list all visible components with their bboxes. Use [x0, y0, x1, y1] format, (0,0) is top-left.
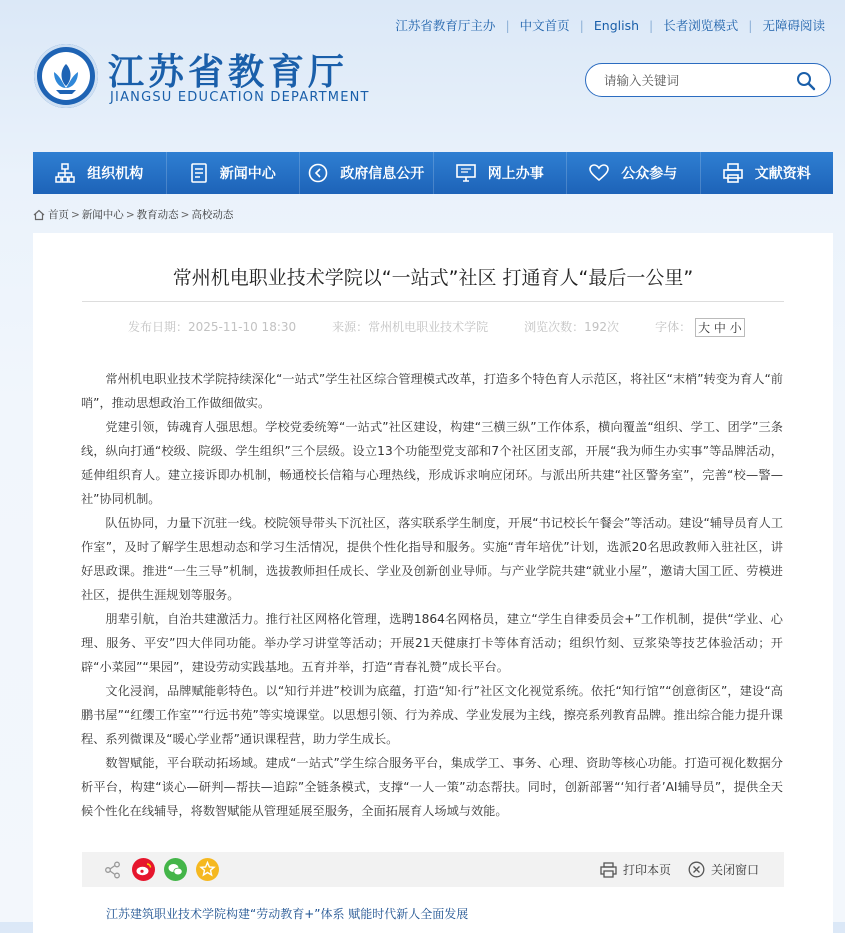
divider: | [748, 17, 753, 33]
breadcrumb: 首页 > 新闻中心 > 教育动态 > 高校动态 [33, 207, 233, 222]
divider: | [649, 17, 654, 33]
nav-item-public-participation[interactable] [567, 152, 701, 194]
font-size-label: 字体： [655, 320, 692, 334]
view-count: 浏览次数：192次 [524, 320, 620, 334]
article-meta [128, 318, 745, 337]
search-icon[interactable] [796, 71, 816, 95]
article-body [81, 367, 783, 823]
nav-label: 公众参与 [621, 166, 678, 182]
site-title-cn: 江苏省教育厅 [108, 52, 349, 93]
search-input[interactable] [602, 72, 786, 89]
article-paragraph: 文化浸润，品牌赋能彰特色。以“知行并进”校训为底蕴，打造“知·行”社区文化视觉系统。依托“知行馆”“创意街区”，建设“高鹏书屋”“红缨工作室”“行远书苑”等实境课堂。以思想引领、行为养成、学业发展为主线，擦亮系列教育品牌。推出综合能力提升课程、系列微课及“暖心学业帮”通识课程营，助力学生成长。 [81, 684, 783, 746]
nav-item-online-service[interactable] [434, 152, 568, 194]
article-paragraph: 党建引领，铸魂育人强思想。学校党委统筹“一站式”社区建设，构建“三横三纵”工作体系，横向覆盖“组织、学工、团学”三条线，纵向打通“校级、院级、学生组织”三个层级。设立13个功能型党支部和7个社区团支部，开展“我为师生办实事”等品牌活动，延伸组织育人。建立接诉即办机制，畅通校长信箱与心理热线，形成诉求响应闭环。与派出所共建“社区警务室”，完善“校—警—社”协同机制。 [81, 420, 783, 506]
print-label: 打印本页 [623, 863, 672, 877]
breadcrumb-news-center[interactable]: 新闻中心 [81, 209, 124, 221]
main-nav [33, 152, 833, 194]
weibo-share-icon[interactable] [132, 858, 155, 881]
nav-label: 新闻中心 [219, 166, 276, 182]
top-links [395, 16, 825, 34]
print-page-button[interactable] [600, 861, 671, 878]
nav-item-news[interactable] [167, 152, 301, 194]
circle-arrow-icon [308, 163, 328, 183]
article-title: 常州机电职业技术学院以“一站式”社区 打通育人“最后一公里” [172, 267, 694, 289]
publish-date: 发布日期：2025-11-10 18:30 [128, 320, 297, 334]
breadcrumb-edu-news[interactable]: 教育动态 [136, 209, 179, 221]
divider: | [579, 17, 584, 33]
nav-item-gov-info[interactable] [300, 152, 434, 194]
related-article-link[interactable]: 江苏建筑职业技术学院构建“劳动教育+”体系 赋能时代新人全面发展 [106, 907, 469, 921]
breadcrumb-home[interactable]: 首页 [48, 209, 69, 221]
english-link[interactable]: English [593, 17, 640, 33]
printer-icon [723, 163, 743, 183]
divider: | [505, 17, 510, 33]
site-title-en: JIANGSU EDUCATION DEPARTMENT [110, 90, 370, 105]
close-label: 关闭窗口 [711, 863, 760, 877]
monitor-icon [456, 163, 476, 183]
home-icon [33, 209, 45, 221]
share-icon [104, 861, 122, 879]
font-small-button[interactable]: 小 [729, 321, 742, 335]
chinese-home-link[interactable]: 中文首页 [519, 18, 570, 33]
font-large-button[interactable]: 大 [698, 321, 711, 335]
nav-item-organization[interactable] [33, 152, 167, 194]
elder-mode-link[interactable]: 长者浏览模式 [663, 18, 739, 33]
favorite-star-icon[interactable] [196, 858, 219, 881]
font-size-switcher [695, 318, 745, 337]
article-paragraph: 朋辈引航，自治共建激活力。推行社区网格化管理，选聘1864名网格员，建立“学生自律委员会+”工作机制，提供“学业、心理、服务、平安”四大伴同功能。举办学习讲堂等活动；开展21天健康打卡等体育活动；组织竹刻、豆浆染等技艺体验活动；开辟“小菜园”“果园”，建设劳动实践基地。五育并举，打造“青春礼赞”成长平台。 [81, 612, 783, 674]
article-paragraph: 数智赋能，平台联动拓场域。建成“一站式”学生综合服务平台，集成学工、事务、心理、资助等核心功能。打造可视化数据分析平台，构建“谈心—研判—帮扶—追踪”全链条模式，支撑“一人一策”动态帮扶。同时，创新部署“‘知行者’AI辅导员”，提供全天候个性化在线辅导，将数智赋能从管理延展至服务，全面拓展育人场域与效能。 [81, 756, 783, 818]
article-paragraph: 常州机电职业技术学院持续深化“一站式”学生社区综合管理模式改革，打造多个特色育人示范区，将社区“末梢”转变为育人“前哨”，推动思想政治工作做细做实。 [81, 372, 783, 410]
lotus-emblem-icon [42, 52, 90, 100]
breadcrumb-university-news[interactable]: 高校动态 [191, 209, 234, 221]
nav-label: 网上办事 [487, 166, 544, 182]
article-paragraph: 队伍协同，力量下沉驻一线。校院领导带头下沉社区，落实联系学生制度，开展“书记校长午餐会”等活动。建设“辅导员育人工作室”，及时了解学生思想动态和学习生活情况，提供个性化指导和服务。实施“青年培优”计划，选派20名思政教师入驻社区，讲好思政课。推进“一生三导”机制，选拔教师担任成长、学业及创新创业导师。与产业学院共建“就业小屋”，邀请大国工匠、劳模进社区，提供生涯规划等服务。 [81, 516, 783, 602]
nav-label: 组织机构 [87, 166, 144, 182]
article-source: 来源：常州机电职业技术学院 [332, 320, 489, 334]
document-icon [190, 163, 208, 183]
nav-label: 文献资料 [754, 166, 811, 182]
search-box [585, 63, 831, 97]
accessible-reading-link[interactable]: 无障碍阅读 [762, 18, 825, 33]
nav-label: 政府信息公开 [340, 166, 425, 182]
printer-icon [600, 862, 617, 878]
close-window-button[interactable] [688, 861, 759, 878]
share-toolbar [82, 852, 784, 887]
title-divider [82, 301, 784, 302]
wechat-share-icon[interactable] [164, 858, 187, 881]
nav-item-documents[interactable] [701, 152, 834, 194]
heart-icon [589, 164, 609, 182]
department-logo[interactable] [34, 44, 98, 108]
font-medium-button[interactable]: 中 [713, 321, 726, 335]
close-icon [688, 861, 705, 878]
sponsor-text: 江苏省教育厅主办 [395, 18, 496, 33]
top-utility-bar [0, 0, 845, 48]
article-card [33, 233, 833, 933]
org-chart-icon [55, 163, 75, 183]
